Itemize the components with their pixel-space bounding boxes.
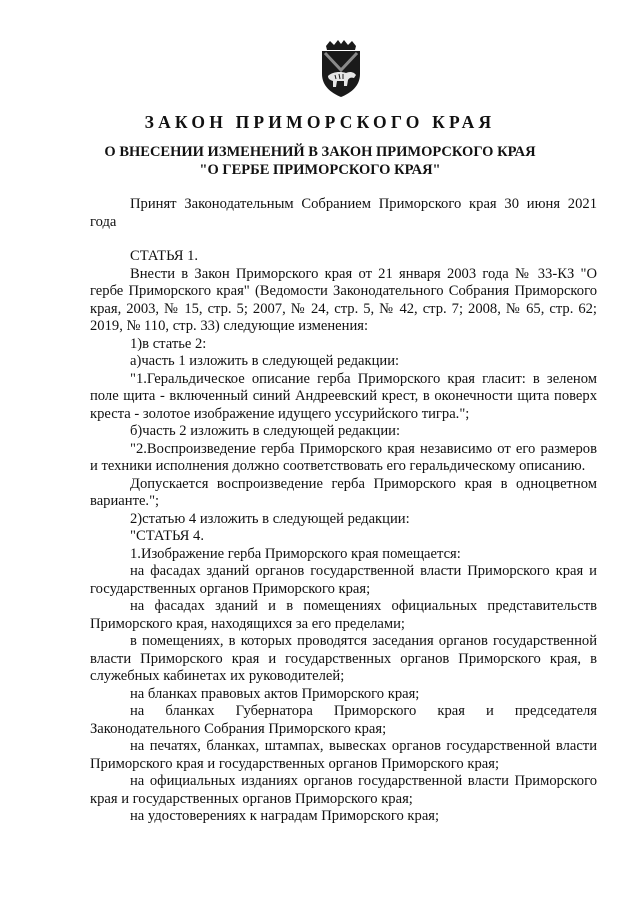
paragraph: 1.Изображение герба Приморского края помещается: xyxy=(130,545,461,562)
article-intro: Внести в Закон Приморского края от 21 января 2003 года № 33-КЗ "О гербе Приморского края" (Ведомости Законодательного Собрания Приморского края, 2003, № 15, стр. 5; 2007, № 24, стр. 5, № 42, стр. 7; 2008, № 65, стр. 62; 2019, № 110, стр. 33) следующие изменения: xyxy=(90,265,597,334)
paragraph: на бланках Губернатора Приморского края и председателя Законодательного Собрания Приморского края; xyxy=(90,703,597,737)
article-heading: СТАТЬЯ 1. xyxy=(130,248,199,264)
paragraph: а)часть 1 изложить в следующей редакции: xyxy=(130,353,400,369)
paragraph: "1.Геральдическое описание герба Приморского края гласит: в зеленом поле щита - включенный синий Андреевский крест, в оконечности щита поверх креста - золотое изображение идущего уссурийского тигра."; xyxy=(90,370,597,422)
adoption-note: Принят Законодательным Собранием Приморского края 30 июня 2021 года xyxy=(90,196,597,230)
subtitle-line-2: "О ГЕРБЕ ПРИМОРСКОГО КРАЯ" xyxy=(199,162,441,178)
paragraph: Допускается воспроизведение герба Приморского края в одноцветном варианте."; xyxy=(90,475,597,509)
paragraph: на фасадах зданий и в помещениях официальных представительств Приморского края, находящихся за его пределами; xyxy=(90,598,597,632)
paragraph: на фасадах зданий органов государственной власти Приморского края и государственных органов Приморского края; xyxy=(90,563,597,597)
paragraph: в помещениях, в которых проводятся заседания органов государственной власти Приморского края и государственных органов Приморского края, в служебных кабинетах их руководителей; xyxy=(90,633,597,684)
paragraph: на удостоверениях к наградам Приморского края; xyxy=(130,808,440,824)
paragraph: на печатях, бланках, штампах, вывесках органов государственной власти Приморского края и государственных органов Приморского края; xyxy=(90,738,597,772)
law-body xyxy=(90,196,597,826)
paragraph: б)часть 2 изложить в следующей редакции: xyxy=(130,423,401,439)
paragraph: "2.Воспроизведение герба Приморского края независимо от его размеров и техники исполнения должно соответствовать его геральдическому описанию. xyxy=(90,440,597,474)
subtitle-line-1: О ВНЕСЕНИИ ИЗМЕНЕНИЙ В ЗАКОН ПРИМОРСКОГО КРАЯ xyxy=(104,144,536,160)
paragraph: на бланках правовых актов Приморского края; xyxy=(130,685,420,702)
law-title: ЗАКОН ПРИМОРСКОГО КРАЯ xyxy=(144,112,496,132)
paragraph: 2)статью 4 изложить в следующей редакции: xyxy=(130,510,410,527)
paragraph: "СТАТЬЯ 4. xyxy=(130,528,204,544)
paragraph: 1)в статье 2: xyxy=(130,335,207,352)
paragraph: на официальных изданиях органов государственной власти Приморского края и государственных органов Приморского края; xyxy=(90,773,597,807)
coat-of-arms-icon xyxy=(318,40,364,98)
law-subtitle xyxy=(0,143,640,179)
